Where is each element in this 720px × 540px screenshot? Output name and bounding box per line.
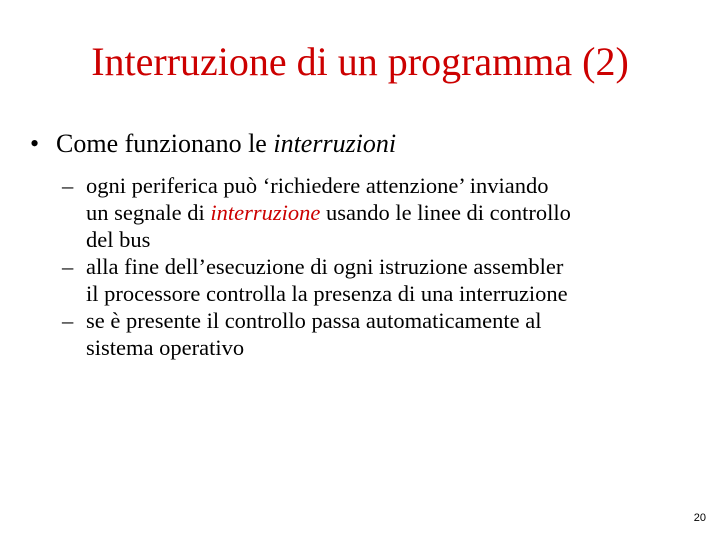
slide-title: Interruzione di un programma (2)	[91, 39, 629, 84]
sub-bullet-3-line-2: sistema operativo	[86, 335, 245, 360]
bullet-icon: •	[30, 129, 40, 158]
interruzione-highlight: interruzione	[210, 200, 321, 225]
sub-bullet-1-line-2-before: un segnale di	[86, 200, 211, 225]
sub-bullet-3-line-1: se è presente il controllo passa automaticamente al	[86, 308, 542, 333]
sub-bullet-list	[62, 172, 702, 361]
dash-icon: –	[62, 308, 74, 333]
bullet-text: Come funzionano le	[56, 129, 274, 158]
sub-bullet-2-line-1: alla fine dell’esecuzione di ogni istruzione assembler	[86, 254, 564, 279]
sub-bullet-1-line-3: del bus	[86, 227, 151, 252]
sub-bullet-1-line-1: ogni periferica può ‘richiedere attenzione’ inviando	[86, 173, 549, 198]
dash-icon: –	[62, 173, 74, 198]
sub-bullet-2-line-2: il processore controlla la presenza di una interruzione	[86, 281, 568, 306]
main-bullet	[30, 128, 396, 160]
sub-bullet-1-line-2	[86, 199, 702, 226]
dash-icon: –	[62, 254, 74, 279]
sub-bullet-1-line-2-after: usando le linee di controllo	[320, 200, 571, 225]
bullet-emphasis: interruzioni	[273, 129, 397, 158]
sub-bullet-item-3	[62, 307, 702, 361]
sub-bullet-item-2	[62, 253, 702, 307]
sub-bullet-item-1	[62, 172, 702, 253]
page-number: 20	[693, 512, 706, 524]
